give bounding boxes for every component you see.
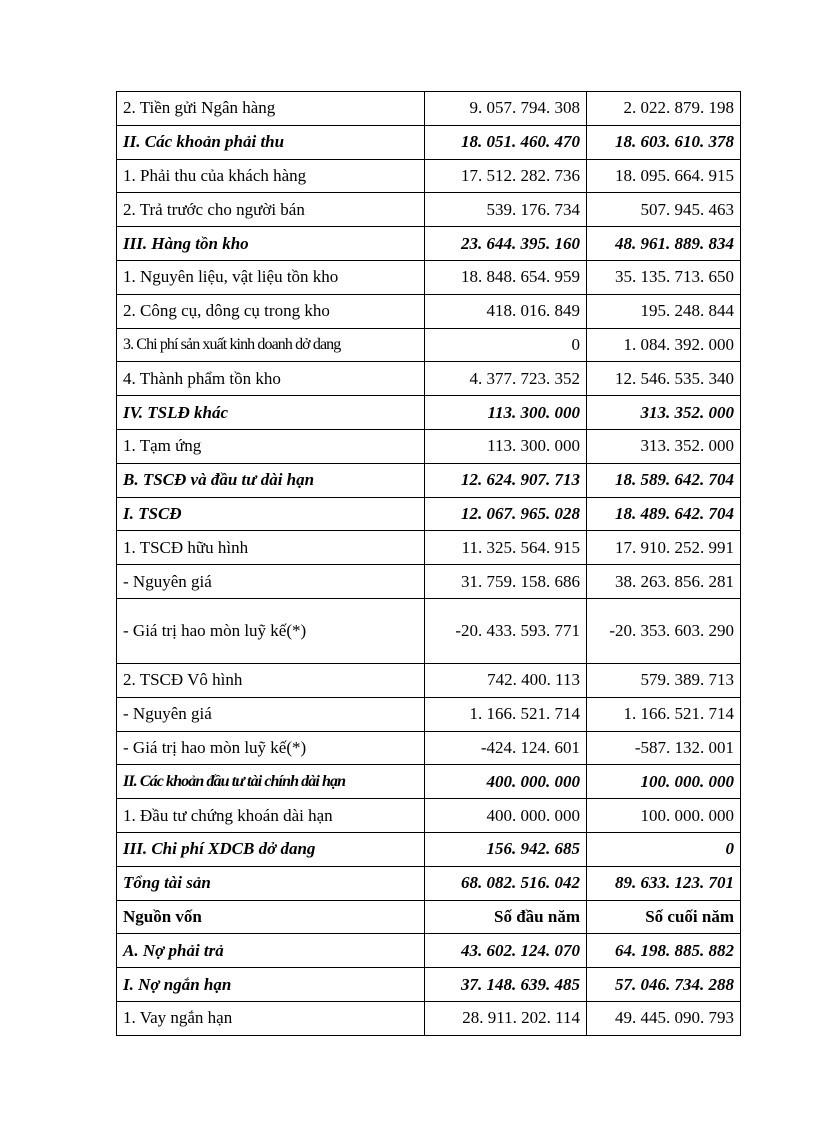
begin-of-year-value: 23. 644. 395. 160 [425, 227, 587, 261]
item-label: - Nguyên giá [117, 697, 425, 731]
item-label: II. Các khoản đầu tư tài chính dài hạn [117, 765, 425, 799]
item-label: I. TSCĐ [117, 497, 425, 531]
item-label: 1. Nguyên liệu, vật liệu tồn kho [117, 260, 425, 294]
item-label: 1. Vay ngắn hạn [117, 1001, 425, 1035]
item-label: 1. Đầu tư chứng khoán dài hạn [117, 799, 425, 833]
table-row [117, 429, 741, 463]
end-of-year-value: 18. 589. 642. 704 [587, 463, 741, 497]
table-row-section [117, 832, 741, 866]
item-label: 2. Công cụ, dông cụ trong kho [117, 294, 425, 328]
end-of-year-value: 38. 263. 856. 281 [587, 565, 741, 599]
begin-of-year-value: 742. 400. 113 [425, 663, 587, 697]
item-label: 1. TSCĐ hữu hình [117, 531, 425, 565]
table-row [117, 362, 741, 396]
begin-of-year-value: -424. 124. 601 [425, 731, 587, 765]
begin-of-year-value: 113. 300. 000 [425, 429, 587, 463]
end-of-year-value: 313. 352. 000 [587, 429, 741, 463]
begin-of-year-value: 28. 911. 202. 114 [425, 1001, 587, 1035]
begin-of-year-value: 12. 067. 965. 028 [425, 497, 587, 531]
table-header-row [117, 900, 741, 934]
table-row-section [117, 463, 741, 497]
item-label: 4. Thành phẩm tồn kho [117, 362, 425, 396]
table-row [117, 531, 741, 565]
end-of-year-value: 18. 603. 610. 378 [587, 125, 741, 159]
table-row-section [117, 125, 741, 159]
begin-of-year-value: 12. 624. 907. 713 [425, 463, 587, 497]
table-row-section [117, 497, 741, 531]
item-label: 3. Chi phí sản xuất kinh doanh dở dang [117, 328, 425, 362]
table-row [117, 1001, 741, 1035]
table-row [117, 260, 741, 294]
table-row [117, 92, 741, 126]
table-row [117, 159, 741, 193]
begin-of-year-value: 0 [425, 328, 587, 362]
item-label: - Nguyên giá [117, 565, 425, 599]
begin-of-year-value: 400. 000. 000 [425, 765, 587, 799]
item-label: - Giá trị hao mòn luỹ kế(*) [117, 731, 425, 765]
item-label: 2. Trả trước cho người bán [117, 193, 425, 227]
table-row [117, 193, 741, 227]
item-label: 2. TSCĐ Vô hình [117, 663, 425, 697]
end-of-year-value: 100. 000. 000 [587, 799, 741, 833]
end-of-year-value: 17. 910. 252. 991 [587, 531, 741, 565]
item-label: III. Hàng tồn kho [117, 227, 425, 261]
end-of-year-value: 12. 546. 535. 340 [587, 362, 741, 396]
end-of-year-value: 1. 084. 392. 000 [587, 328, 741, 362]
end-of-year-value: 2. 022. 879. 198 [587, 92, 741, 126]
end-of-year-value: 48. 961. 889. 834 [587, 227, 741, 261]
end-of-year-value: 313. 352. 000 [587, 396, 741, 430]
column-header-source: Nguồn vốn [117, 900, 425, 934]
begin-of-year-value: 156. 942. 685 [425, 832, 587, 866]
table-row-total [117, 866, 741, 900]
begin-of-year-value: 418. 016. 849 [425, 294, 587, 328]
end-of-year-value: -587. 132. 001 [587, 731, 741, 765]
table-row [117, 565, 741, 599]
begin-of-year-value: 68. 082. 516. 042 [425, 866, 587, 900]
item-label: Tổng tài sản [117, 866, 425, 900]
begin-of-year-value: 1. 166. 521. 714 [425, 697, 587, 731]
table-row-section [117, 934, 741, 968]
item-label: III. Chi phí XDCB dở dang [117, 832, 425, 866]
begin-of-year-value: 18. 051. 460. 470 [425, 125, 587, 159]
begin-of-year-value: 11. 325. 564. 915 [425, 531, 587, 565]
begin-of-year-value: 31. 759. 158. 686 [425, 565, 587, 599]
table-row-section [117, 968, 741, 1002]
table-row [117, 663, 741, 697]
begin-of-year-value: 113. 300. 000 [425, 396, 587, 430]
table-row [117, 294, 741, 328]
table-row [117, 328, 741, 362]
end-of-year-value: -20. 353. 603. 290 [587, 598, 741, 663]
end-of-year-value: 100. 000. 000 [587, 765, 741, 799]
table-row-section [117, 396, 741, 430]
column-header-begin-of-year: Số đầu năm [425, 900, 587, 934]
item-label: I. Nợ ngắn hạn [117, 968, 425, 1002]
item-label: 1. Tạm ứng [117, 429, 425, 463]
table-row [117, 799, 741, 833]
end-of-year-value: 1. 166. 521. 714 [587, 697, 741, 731]
end-of-year-value: 49. 445. 090. 793 [587, 1001, 741, 1035]
end-of-year-value: 195. 248. 844 [587, 294, 741, 328]
end-of-year-value: 18. 095. 664. 915 [587, 159, 741, 193]
table-row [117, 598, 741, 663]
table-row [117, 697, 741, 731]
end-of-year-value: 0 [587, 832, 741, 866]
item-label: B. TSCĐ và đầu tư dài hạn [117, 463, 425, 497]
begin-of-year-value: 37. 148. 639. 485 [425, 968, 587, 1002]
column-header-end-of-year: Số cuối năm [587, 900, 741, 934]
end-of-year-value: 18. 489. 642. 704 [587, 497, 741, 531]
item-label: 1. Phải thu của khách hàng [117, 159, 425, 193]
end-of-year-value: 507. 945. 463 [587, 193, 741, 227]
begin-of-year-value: 539. 176. 734 [425, 193, 587, 227]
end-of-year-value: 64. 198. 885. 882 [587, 934, 741, 968]
table-row-section [117, 765, 741, 799]
end-of-year-value: 579. 389. 713 [587, 663, 741, 697]
end-of-year-value: 89. 633. 123. 701 [587, 866, 741, 900]
begin-of-year-value: 43. 602. 124. 070 [425, 934, 587, 968]
begin-of-year-value: 9. 057. 794. 308 [425, 92, 587, 126]
begin-of-year-value: 4. 377. 723. 352 [425, 362, 587, 396]
begin-of-year-value: 17. 512. 282. 736 [425, 159, 587, 193]
begin-of-year-value: 18. 848. 654. 959 [425, 260, 587, 294]
end-of-year-value: 57. 046. 734. 288 [587, 968, 741, 1002]
balance-sheet-table [116, 91, 741, 1036]
begin-of-year-value: 400. 000. 000 [425, 799, 587, 833]
item-label: A. Nợ phải trả [117, 934, 425, 968]
item-label: II. Các khoản phải thu [117, 125, 425, 159]
end-of-year-value: 35. 135. 713. 650 [587, 260, 741, 294]
item-label: 2. Tiền gửi Ngân hàng [117, 92, 425, 126]
begin-of-year-value: -20. 433. 593. 771 [425, 598, 587, 663]
item-label: IV. TSLĐ khác [117, 396, 425, 430]
table-row [117, 731, 741, 765]
item-label: - Giá trị hao mòn luỹ kế(*) [117, 598, 425, 663]
table-row-section [117, 227, 741, 261]
